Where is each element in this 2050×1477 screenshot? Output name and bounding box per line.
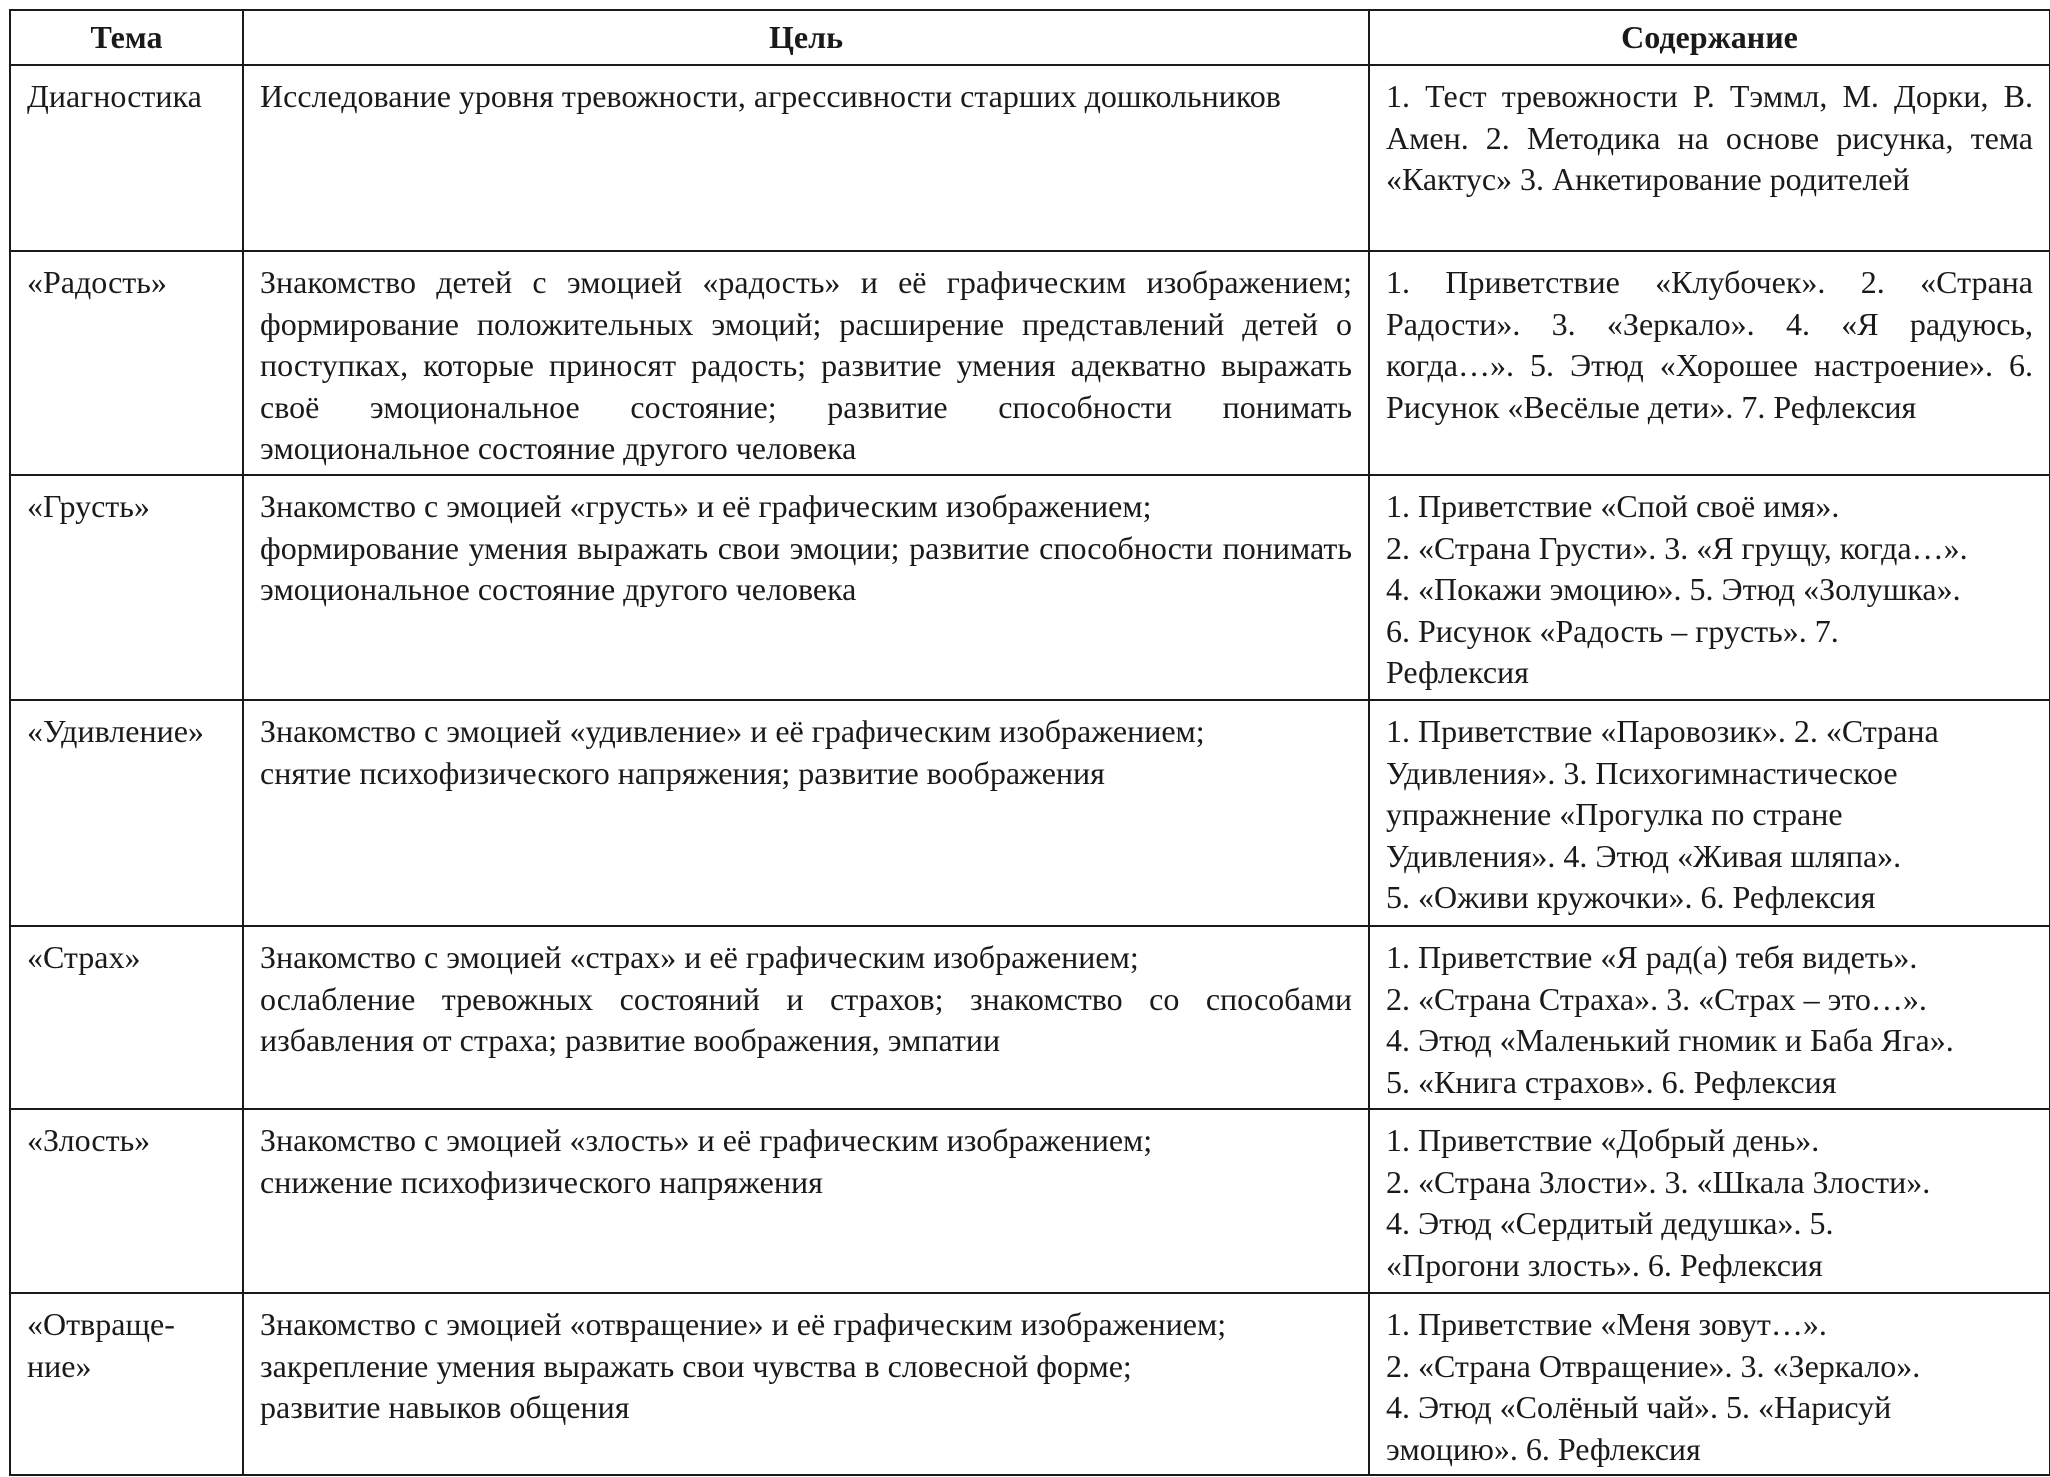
goal-text: Знакомство с эмоцией «отвращение» и её графическим изображением; закрепление умения выражать свои чувства в словесной форме; развитие навыков общения bbox=[260, 1306, 1227, 1425]
cell-goal bbox=[243, 700, 1369, 926]
cell-topic bbox=[10, 251, 243, 475]
cell-content bbox=[1369, 1293, 2050, 1475]
cell-goal bbox=[243, 251, 1369, 475]
table-row-anger bbox=[10, 1109, 2050, 1293]
topic-text: «Грусть» bbox=[27, 488, 150, 524]
goal-text: Исследование уровня тревожности, агрессивности старших дошкольников bbox=[260, 78, 1281, 114]
cell-goal bbox=[243, 1109, 1369, 1293]
content-text: 1. Приветствие «Клубочек». 2. «Страна Радости». 3. «Зеркало». 4. «Я радуюсь, когда…». 5. Этюд «Хорошее настроение». 6. Рисунок «Весёлые дети». 7. Рефлексия bbox=[1386, 264, 2033, 425]
cell-topic bbox=[10, 926, 243, 1109]
cell-content bbox=[1369, 475, 2050, 700]
cell-content bbox=[1369, 700, 2050, 926]
table-row-joy bbox=[10, 251, 2050, 475]
cell-topic bbox=[10, 1109, 243, 1293]
goal-text: Знакомство с эмоцией «злость» и её графическим изображением; снижение психофизического напряжения bbox=[260, 1122, 1153, 1200]
table-row-disgust bbox=[10, 1293, 2050, 1475]
table-row-fear bbox=[10, 926, 2050, 1109]
content-text: 1. Приветствие «Паровозик». 2. «Страна Удивления». 3. Психогимнастическое упражнение «Прогулка по стране Удивления». 4. Этюд «Живая шляпа». 5. «Оживи кружочки». 6. Рефлексия bbox=[1386, 713, 1939, 915]
table-row-sadness bbox=[10, 475, 2050, 700]
cell-goal bbox=[243, 65, 1369, 251]
cell-content bbox=[1369, 1109, 2050, 1293]
topic-text: «Удивление» bbox=[27, 713, 204, 749]
content-text: 1. Приветствие «Добрый день». 2. «Страна Злости». 3. «Шкала Злости». 4. Этюд «Сердитый дедушка». 5. «Прогони злость». 6. Рефлексия bbox=[1386, 1122, 1931, 1283]
header-content: Содержание bbox=[1369, 10, 2050, 65]
cell-content bbox=[1369, 926, 2050, 1109]
cell-topic bbox=[10, 65, 243, 251]
cell-goal bbox=[243, 926, 1369, 1109]
content-text: 1. Тест тревожности Р. Тэммл, М. Дорки, В. Амен. 2. Методика на основе рисунка, тема «Кактус» 3. Анкетирование родителей bbox=[1386, 78, 2033, 197]
content-text: 1. Приветствие «Спой своё имя». 2. «Страна Грусти». 3. «Я грущу, когда…». 4. «Покажи эмоцию». 5. Этюд «Золушка». 6. Рисунок «Радость – грусть». 7. Рефлексия bbox=[1386, 488, 1968, 690]
topic-text: «Отвраще- ние» bbox=[27, 1306, 175, 1384]
topic-text: «Страх» bbox=[27, 939, 141, 975]
topic-text: Диагностика bbox=[27, 78, 202, 114]
goal-text: Знакомство с эмоцией «удивление» и её графическим изображением; снятие психофизического напряжения; развитие воображения bbox=[260, 713, 1205, 791]
cell-content bbox=[1369, 251, 2050, 475]
goal-text: Знакомство с эмоцией «грусть» и её графическим изображением; формирование умения выражать свои эмоции; развитие способности понимать эмоциональное состояние другого человека bbox=[260, 488, 1352, 607]
table-row-diagnostics bbox=[10, 65, 2050, 251]
cell-content bbox=[1369, 65, 2050, 251]
table-header-row bbox=[10, 10, 2050, 65]
table-row-surprise bbox=[10, 700, 2050, 926]
header-topic: Тема bbox=[10, 10, 243, 65]
topic-text: «Радость» bbox=[27, 264, 167, 300]
cell-goal bbox=[243, 1293, 1369, 1475]
goal-text: Знакомство детей с эмоцией «радость» и её графическим изображением; формирование положительных эмоций; расширение представлений детей о поступках, которые приносят радость; развитие умения адекватно выражать своё эмоциональное состояние; развитие способности понимать эмоциональное состояние другого человека bbox=[260, 264, 1352, 466]
header-goal: Цель bbox=[243, 10, 1369, 65]
goal-text: Знакомство с эмоцией «страх» и её графическим изображением; ослабление тревожных состояний и страхов; знакомство со способами избавления от страха; развитие воображения, эмпатии bbox=[260, 939, 1352, 1058]
sessions-table bbox=[9, 9, 2050, 1476]
cell-topic bbox=[10, 1293, 243, 1475]
cell-goal bbox=[243, 475, 1369, 700]
topic-text: «Злость» bbox=[27, 1122, 151, 1158]
content-text: 1. Приветствие «Я рад(а) тебя видеть». 2. «Страна Страха». 3. «Страх – это…». 4. Этюд «Маленький гномик и Баба Яга». 5. «Книга страхов». 6. Рефлексия bbox=[1386, 939, 1954, 1100]
cell-topic bbox=[10, 700, 243, 926]
content-text: 1. Приветствие «Меня зовут…». 2. «Страна Отвращение». 3. «Зеркало». 4. Этюд «Солёный чай». 5. «Нарисуй эмоцию». 6. Рефлексия bbox=[1386, 1306, 1921, 1467]
cell-topic bbox=[10, 475, 243, 700]
